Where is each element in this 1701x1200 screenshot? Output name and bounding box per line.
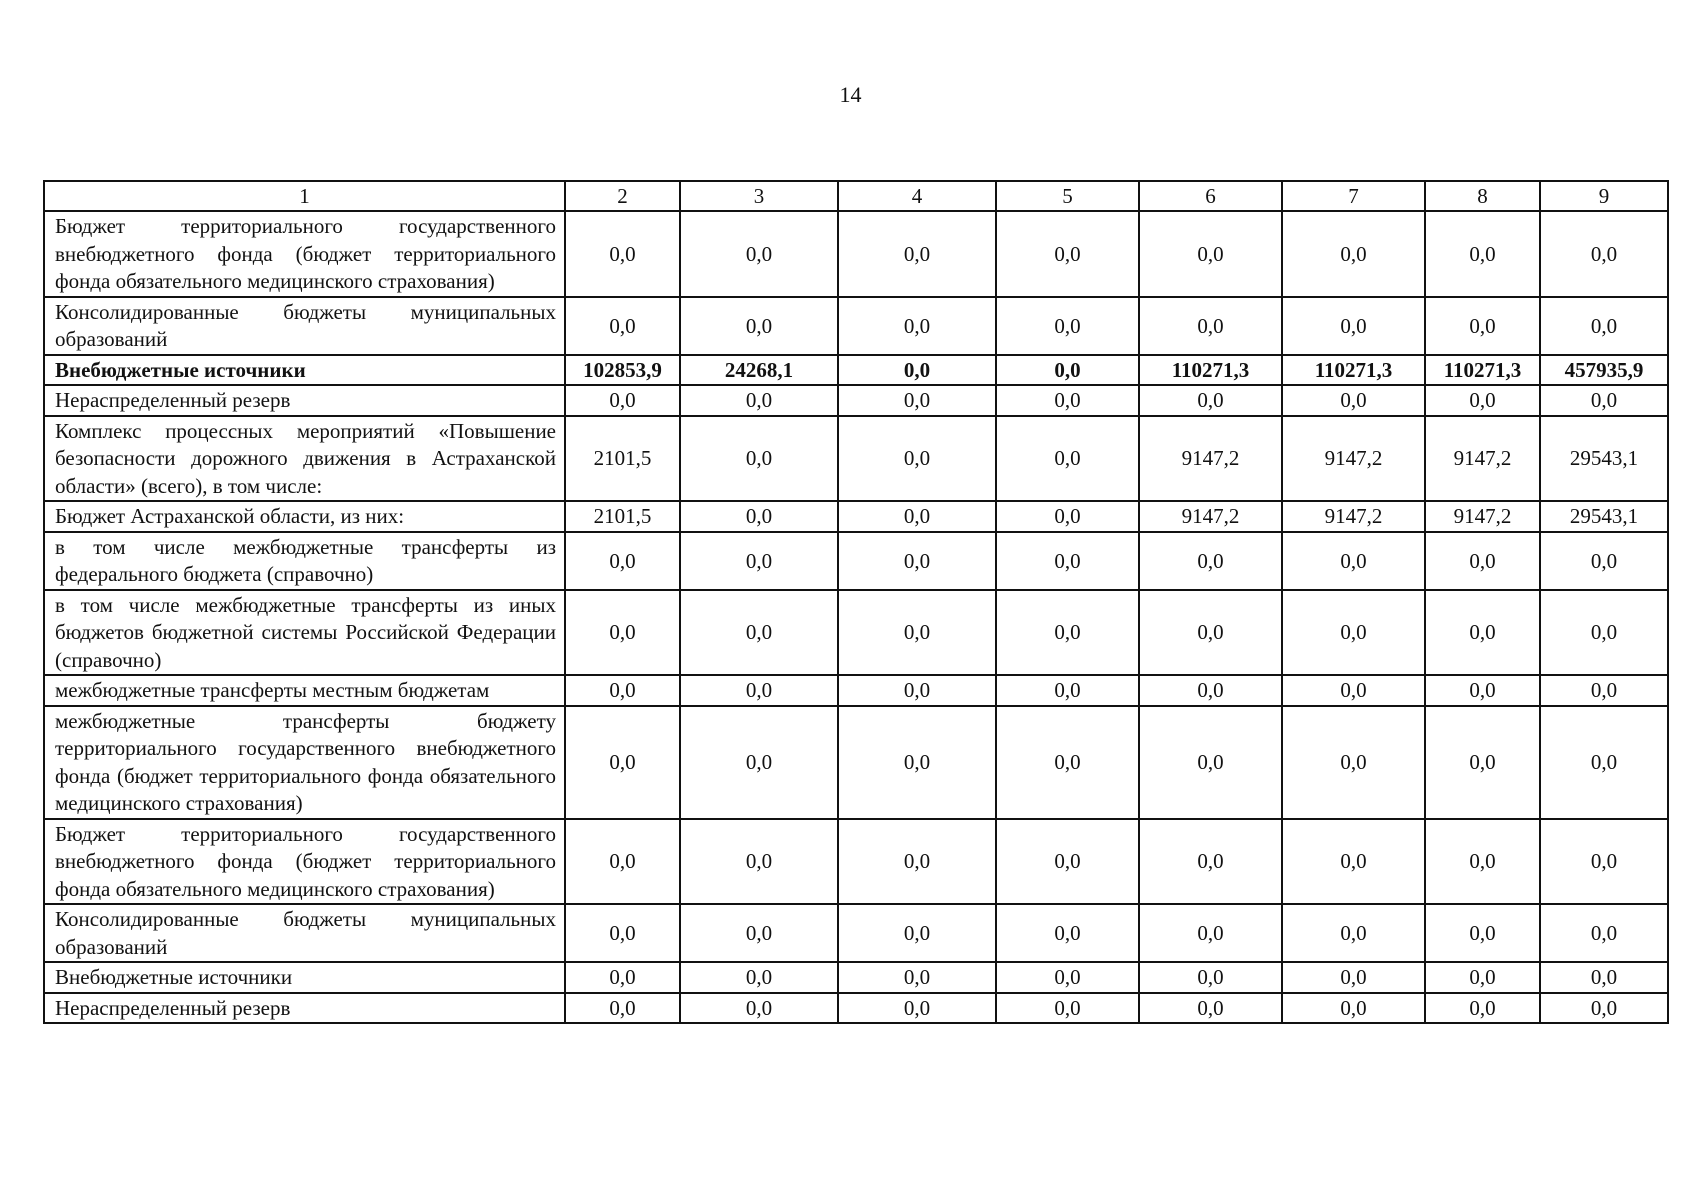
table-cell: 29543,1 — [1540, 501, 1668, 532]
table-cell: 0,0 — [565, 532, 680, 590]
column-header: 6 — [1139, 181, 1282, 211]
table-cell: 0,0 — [996, 501, 1139, 532]
table-cell: 0,0 — [838, 501, 996, 532]
table-cell: 0,0 — [838, 904, 996, 962]
row-label: межбюджетные трансферты местным бюджетам — [44, 675, 565, 706]
table-cell: 0,0 — [1425, 675, 1540, 706]
column-header: 7 — [1282, 181, 1425, 211]
column-header: 9 — [1540, 181, 1668, 211]
table-cell: 0,0 — [680, 904, 838, 962]
table-cell: 0,0 — [838, 297, 996, 355]
table-cell: 0,0 — [1282, 675, 1425, 706]
table-cell: 0,0 — [1282, 211, 1425, 297]
table-cell: 29543,1 — [1540, 416, 1668, 502]
table-row — [44, 819, 1668, 905]
table-row — [44, 355, 1668, 386]
table-cell: 0,0 — [1425, 211, 1540, 297]
table-cell: 0,0 — [1282, 590, 1425, 676]
table-cell: 0,0 — [1540, 962, 1668, 993]
column-header: 1 — [44, 181, 565, 211]
table-cell: 0,0 — [565, 675, 680, 706]
table-cell: 0,0 — [1540, 819, 1668, 905]
table-cell: 24268,1 — [680, 355, 838, 386]
table-cell: 0,0 — [680, 416, 838, 502]
table-cell: 0,0 — [680, 706, 838, 819]
table-row — [44, 904, 1668, 962]
header-row — [44, 181, 1668, 211]
table-cell: 0,0 — [1139, 904, 1282, 962]
table-cell: 0,0 — [565, 819, 680, 905]
table-row — [44, 501, 1668, 532]
row-label: межбюджетные трансферты бюджету территориального государственного внебюджетного фонда (бюджет территориального фонда обязательного медицинского страхования) — [44, 706, 565, 819]
table-cell: 2101,5 — [565, 416, 680, 502]
table-cell: 0,0 — [1139, 532, 1282, 590]
table-body — [44, 211, 1668, 1023]
table-cell: 9147,2 — [1282, 501, 1425, 532]
table-cell: 0,0 — [680, 993, 838, 1024]
table-cell: 0,0 — [1282, 904, 1425, 962]
row-label: Бюджет территориального государственного внебюджетного фонда (бюджет территориального фонда обязательного медицинского страхования) — [44, 211, 565, 297]
row-label: Нераспределенный резерв — [44, 385, 565, 416]
table-cell: 0,0 — [1139, 211, 1282, 297]
table-cell: 110271,3 — [1282, 355, 1425, 386]
table-cell: 0,0 — [1282, 297, 1425, 355]
row-label: Внебюджетные источники — [44, 355, 565, 386]
table-row — [44, 675, 1668, 706]
table-cell: 0,0 — [996, 904, 1139, 962]
table-cell: 0,0 — [565, 385, 680, 416]
table-cell: 0,0 — [996, 993, 1139, 1024]
table-cell: 0,0 — [1425, 962, 1540, 993]
row-label: Бюджет Астраханской области, из них: — [44, 501, 565, 532]
table-cell: 0,0 — [565, 706, 680, 819]
table-cell: 0,0 — [838, 962, 996, 993]
table-row — [44, 385, 1668, 416]
table-cell: 2101,5 — [565, 501, 680, 532]
table-cell: 0,0 — [1425, 297, 1540, 355]
table-cell: 0,0 — [996, 211, 1139, 297]
table-cell: 0,0 — [1425, 993, 1540, 1024]
column-header: 4 — [838, 181, 996, 211]
table-cell: 0,0 — [1282, 385, 1425, 416]
column-header: 5 — [996, 181, 1139, 211]
table-cell: 0,0 — [1540, 297, 1668, 355]
table-row — [44, 962, 1668, 993]
row-label: Консолидированные бюджеты муниципальных образований — [44, 904, 565, 962]
table-cell: 0,0 — [565, 297, 680, 355]
table-cell: 0,0 — [838, 706, 996, 819]
table-cell: 0,0 — [1540, 706, 1668, 819]
table-row — [44, 532, 1668, 590]
table-cell: 0,0 — [1282, 532, 1425, 590]
table-cell: 0,0 — [565, 904, 680, 962]
table-cell: 0,0 — [1540, 675, 1668, 706]
table-row — [44, 211, 1668, 297]
row-label: в том числе межбюджетные трансферты из иных бюджетов бюджетной системы Российской Федерации (справочно) — [44, 590, 565, 676]
table-cell: 0,0 — [996, 590, 1139, 676]
table-cell: 0,0 — [680, 819, 838, 905]
table-cell: 9147,2 — [1425, 501, 1540, 532]
row-label: Внебюджетные источники — [44, 962, 565, 993]
table-cell: 9147,2 — [1425, 416, 1540, 502]
table-cell: 0,0 — [680, 532, 838, 590]
table-cell: 0,0 — [838, 385, 996, 416]
table-cell: 0,0 — [1282, 962, 1425, 993]
table-cell: 0,0 — [996, 385, 1139, 416]
table-cell: 0,0 — [996, 297, 1139, 355]
row-label: Комплекс процессных мероприятий «Повышение безопасности дорожного движения в Астраханской области» (всего), в том числе: — [44, 416, 565, 502]
table-cell: 0,0 — [680, 385, 838, 416]
table-cell: 0,0 — [1139, 993, 1282, 1024]
table-cell: 0,0 — [1139, 675, 1282, 706]
table-row — [44, 993, 1668, 1024]
table-cell: 0,0 — [996, 706, 1139, 819]
table-cell: 0,0 — [996, 962, 1139, 993]
table-cell: 110271,3 — [1425, 355, 1540, 386]
table-cell: 0,0 — [1139, 297, 1282, 355]
table-cell: 0,0 — [996, 819, 1139, 905]
row-label: Нераспределенный резерв — [44, 993, 565, 1024]
table-cell: 0,0 — [1425, 819, 1540, 905]
table-cell: 0,0 — [1425, 385, 1540, 416]
table-cell: 0,0 — [565, 962, 680, 993]
table-cell: 0,0 — [1282, 993, 1425, 1024]
table-cell: 0,0 — [1139, 385, 1282, 416]
table-cell: 0,0 — [1139, 962, 1282, 993]
table-cell: 0,0 — [996, 355, 1139, 386]
table-cell: 0,0 — [680, 590, 838, 676]
table-cell: 0,0 — [1540, 904, 1668, 962]
table-cell: 0,0 — [680, 297, 838, 355]
table-cell: 0,0 — [996, 416, 1139, 502]
table-cell: 0,0 — [680, 962, 838, 993]
table-cell: 9147,2 — [1139, 501, 1282, 532]
table-cell: 0,0 — [1425, 904, 1540, 962]
table-cell: 0,0 — [1540, 385, 1668, 416]
table-cell: 0,0 — [1425, 706, 1540, 819]
table-cell: 0,0 — [565, 590, 680, 676]
table-cell: 0,0 — [838, 211, 996, 297]
table-cell: 102853,9 — [565, 355, 680, 386]
table-cell: 0,0 — [1425, 532, 1540, 590]
table-cell: 0,0 — [680, 211, 838, 297]
column-header: 3 — [680, 181, 838, 211]
table-row — [44, 590, 1668, 676]
column-header: 2 — [565, 181, 680, 211]
table-cell: 0,0 — [680, 501, 838, 532]
table-cell: 0,0 — [1282, 706, 1425, 819]
table-cell: 0,0 — [838, 993, 996, 1024]
table-cell: 0,0 — [1540, 993, 1668, 1024]
table-cell: 0,0 — [838, 416, 996, 502]
table-cell: 0,0 — [838, 675, 996, 706]
table-cell: 0,0 — [1282, 819, 1425, 905]
table-cell: 0,0 — [838, 532, 996, 590]
table-cell: 110271,3 — [1139, 355, 1282, 386]
table-cell: 0,0 — [838, 355, 996, 386]
table-row — [44, 706, 1668, 819]
table-cell: 0,0 — [838, 590, 996, 676]
page-number: 14 — [839, 82, 862, 107]
table-cell: 9147,2 — [1139, 416, 1282, 502]
table-cell: 0,0 — [1540, 590, 1668, 676]
table-cell: 0,0 — [996, 532, 1139, 590]
column-header: 8 — [1425, 181, 1540, 211]
table-cell: 0,0 — [1425, 590, 1540, 676]
table-row — [44, 416, 1668, 502]
table-cell: 0,0 — [1139, 819, 1282, 905]
table-cell: 0,0 — [996, 675, 1139, 706]
table-cell: 0,0 — [565, 993, 680, 1024]
table-cell: 0,0 — [1540, 532, 1668, 590]
table-cell: 0,0 — [1139, 590, 1282, 676]
table-cell: 9147,2 — [1282, 416, 1425, 502]
table-cell: 0,0 — [838, 819, 996, 905]
row-label: Консолидированные бюджеты муниципальных образований — [44, 297, 565, 355]
table-cell: 457935,9 — [1540, 355, 1668, 386]
table-cell: 0,0 — [1540, 211, 1668, 297]
table-row — [44, 297, 1668, 355]
row-label: Бюджет территориального государственного внебюджетного фонда (бюджет территориального фонда обязательного медицинского страхования) — [44, 819, 565, 905]
table-cell: 0,0 — [1139, 706, 1282, 819]
table-cell: 0,0 — [680, 675, 838, 706]
budget-table — [43, 180, 1669, 1024]
row-label: в том числе межбюджетные трансферты из федерального бюджета (справочно) — [44, 532, 565, 590]
table-cell: 0,0 — [565, 211, 680, 297]
